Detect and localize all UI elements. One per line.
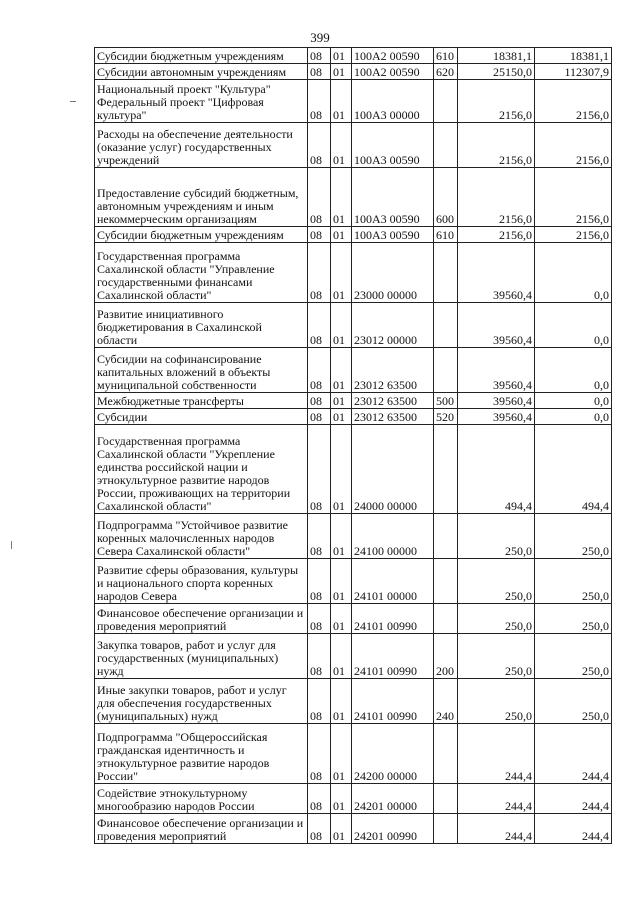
subsection-code: 01 [331, 724, 352, 784]
amount-year-1: 250,0 [458, 634, 535, 679]
row-name: Национальный проект "Культура" Федеральный проект "Цифровая культура" [95, 80, 308, 123]
row-name: Субсидии [95, 409, 308, 425]
target-article-code: 100А3 00590 [352, 123, 434, 168]
amount-year-1: 244,4 [458, 784, 535, 814]
subsection-code: 01 [331, 168, 352, 227]
table-row [95, 604, 612, 634]
target-article-code: 100А2 00590 [352, 64, 434, 80]
expense-type-code [434, 724, 458, 784]
amount-year-2: 250,0 [535, 514, 612, 559]
table-row [95, 243, 612, 303]
table-row [95, 559, 612, 604]
subsection-code: 01 [331, 679, 352, 724]
section-code: 08 [308, 679, 331, 724]
row-name: Иные закупки товаров, работ и услуг для обеспечения государственных (муниципальных) нужд [95, 679, 308, 724]
amount-year-1: 250,0 [458, 679, 535, 724]
row-name: Предоставление субсидий бюджетным, автономным учреждениям и иным некоммерческим организациям [95, 168, 308, 227]
amount-year-1: 25150,0 [458, 64, 535, 80]
row-name: Подпрограмма "Общероссийская гражданская идентичность и этнокультурное развитие народов России" [95, 724, 308, 784]
section-code: 08 [308, 168, 331, 227]
subsection-code: 01 [331, 514, 352, 559]
table-row [95, 227, 612, 243]
amount-year-2: 0,0 [535, 243, 612, 303]
amount-year-2: 0,0 [535, 409, 612, 425]
section-code: 08 [308, 80, 331, 123]
section-code: 08 [308, 409, 331, 425]
table-row [95, 393, 612, 409]
target-article-code: 24101 00000 [352, 559, 434, 604]
subsection-code: 01 [331, 348, 352, 393]
section-code: 08 [308, 559, 331, 604]
expense-type-code [434, 80, 458, 123]
table-row [95, 634, 612, 679]
scan-artifact [70, 101, 76, 102]
subsection-code: 01 [331, 784, 352, 814]
target-article-code: 23012 00000 [352, 303, 434, 348]
amount-year-1: 2156,0 [458, 80, 535, 123]
table-row [95, 64, 612, 80]
section-code: 08 [308, 48, 331, 64]
table-row [95, 784, 612, 814]
expense-type-code [434, 303, 458, 348]
row-name: Субсидии на софинансирование капитальных вложений в объекты муниципальной собственности [95, 348, 308, 393]
target-article-code: 24101 00990 [352, 634, 434, 679]
section-code: 08 [308, 514, 331, 559]
amount-year-2: 250,0 [535, 604, 612, 634]
table-row [95, 303, 612, 348]
amount-year-1: 39560,4 [458, 348, 535, 393]
section-code: 08 [308, 303, 331, 348]
amount-year-2: 0,0 [535, 303, 612, 348]
row-name: Субсидии бюджетным учреждениям [95, 227, 308, 243]
target-article-code: 24100 00000 [352, 514, 434, 559]
subsection-code: 01 [331, 393, 352, 409]
expense-type-code [434, 784, 458, 814]
section-code: 08 [308, 243, 331, 303]
amount-year-1: 2156,0 [458, 227, 535, 243]
table-row [95, 425, 612, 514]
amount-year-1: 250,0 [458, 559, 535, 604]
target-article-code: 100А3 00590 [352, 227, 434, 243]
table-row [95, 724, 612, 784]
row-name: Межбюджетные трансферты [95, 393, 308, 409]
amount-year-2: 250,0 [535, 634, 612, 679]
target-article-code: 23012 63500 [352, 409, 434, 425]
expense-type-code [434, 123, 458, 168]
amount-year-2: 250,0 [535, 559, 612, 604]
expense-type-code: 200 [434, 634, 458, 679]
amount-year-1: 39560,4 [458, 409, 535, 425]
expense-type-code: 520 [434, 409, 458, 425]
target-article-code: 100А3 00590 [352, 168, 434, 227]
amount-year-1: 494,4 [458, 425, 535, 514]
section-code: 08 [308, 784, 331, 814]
amount-year-1: 2156,0 [458, 168, 535, 227]
table-row [95, 123, 612, 168]
expense-type-code: 610 [434, 227, 458, 243]
amount-year-2: 244,4 [535, 724, 612, 784]
table-row [95, 814, 612, 844]
subsection-code: 01 [331, 634, 352, 679]
row-name: Развитие сферы образования, культуры и национального спорта коренных народов Севера [95, 559, 308, 604]
amount-year-1: 2156,0 [458, 123, 535, 168]
table-row [95, 80, 612, 123]
row-name: Финансовое обеспечение организации и проведения мероприятий [95, 814, 308, 844]
section-code: 08 [308, 814, 331, 844]
subsection-code: 01 [331, 303, 352, 348]
section-code: 08 [308, 348, 331, 393]
subsection-code: 01 [331, 814, 352, 844]
amount-year-2: 244,4 [535, 784, 612, 814]
target-article-code: 24101 00990 [352, 679, 434, 724]
subsection-code: 01 [331, 80, 352, 123]
target-article-code: 24201 00000 [352, 784, 434, 814]
expense-type-code: 600 [434, 168, 458, 227]
section-code: 08 [308, 634, 331, 679]
row-name: Закупка товаров, работ и услуг для государственных (муниципальных) нужд [95, 634, 308, 679]
amount-year-2: 494,4 [535, 425, 612, 514]
amount-year-1: 39560,4 [458, 243, 535, 303]
expense-type-code: 240 [434, 679, 458, 724]
amount-year-1: 244,4 [458, 814, 535, 844]
section-code: 08 [308, 724, 331, 784]
expense-type-code: 610 [434, 48, 458, 64]
row-name: Субсидии автономным учреждениям [95, 64, 308, 80]
table-row [95, 48, 612, 64]
amount-year-1: 244,4 [458, 724, 535, 784]
subsection-code: 01 [331, 48, 352, 64]
target-article-code: 23012 63500 [352, 393, 434, 409]
row-name: Подпрограмма "Устойчивое развитие коренных малочисленных народов Севера Сахалинской области" [95, 514, 308, 559]
section-code: 08 [308, 393, 331, 409]
section-code: 08 [308, 604, 331, 634]
section-code: 08 [308, 123, 331, 168]
subsection-code: 01 [331, 64, 352, 80]
target-article-code: 23000 00000 [352, 243, 434, 303]
scan-artifact [11, 541, 12, 549]
amount-year-1: 39560,4 [458, 303, 535, 348]
subsection-code: 01 [331, 409, 352, 425]
amount-year-2: 2156,0 [535, 168, 612, 227]
amount-year-1: 18381,1 [458, 48, 535, 64]
subsection-code: 01 [331, 227, 352, 243]
target-article-code: 100А3 00000 [352, 80, 434, 123]
expense-type-code [434, 425, 458, 514]
section-code: 08 [308, 425, 331, 514]
target-article-code: 100А2 00590 [352, 48, 434, 64]
expense-type-code [434, 243, 458, 303]
table-row [95, 348, 612, 393]
target-article-code: 24201 00990 [352, 814, 434, 844]
expense-type-code: 620 [434, 64, 458, 80]
table-row [95, 514, 612, 559]
target-article-code: 23012 63500 [352, 348, 434, 393]
subsection-code: 01 [331, 243, 352, 303]
budget-table [94, 47, 612, 844]
amount-year-2: 2156,0 [535, 80, 612, 123]
subsection-code: 01 [331, 123, 352, 168]
amount-year-2: 2156,0 [535, 227, 612, 243]
table-row [95, 409, 612, 425]
amount-year-2: 2156,0 [535, 123, 612, 168]
amount-year-1: 250,0 [458, 604, 535, 634]
expense-type-code [434, 814, 458, 844]
row-name: Развитие инициативного бюджетирования в Сахалинской области [95, 303, 308, 348]
amount-year-1: 39560,4 [458, 393, 535, 409]
expense-type-code [434, 559, 458, 604]
section-code: 08 [308, 227, 331, 243]
subsection-code: 01 [331, 604, 352, 634]
expense-type-code [434, 604, 458, 634]
subsection-code: 01 [331, 559, 352, 604]
subsection-code: 01 [331, 425, 352, 514]
row-name: Расходы на обеспечение деятельности (оказание услуг) государственных учреждений [95, 123, 308, 168]
amount-year-2: 244,4 [535, 814, 612, 844]
row-name: Государственная программа Сахалинской области "Укрепление единства российской нации и этнокультурное развитие народов России, проживающих на территории Сахалинской области" [95, 425, 308, 514]
amount-year-2: 112307,9 [535, 64, 612, 80]
page-number: 399 [310, 30, 330, 45]
target-article-code: 24101 00990 [352, 604, 434, 634]
section-code: 08 [308, 64, 331, 80]
amount-year-1: 250,0 [458, 514, 535, 559]
amount-year-2: 250,0 [535, 679, 612, 724]
table-row [95, 168, 612, 227]
target-article-code: 24200 00000 [352, 724, 434, 784]
expense-type-code: 500 [434, 393, 458, 409]
target-article-code: 24000 00000 [352, 425, 434, 514]
row-name: Финансовое обеспечение организации и проведения мероприятий [95, 604, 308, 634]
table-row [95, 679, 612, 724]
row-name: Субсидии бюджетным учреждениям [95, 48, 308, 64]
expense-type-code [434, 514, 458, 559]
amount-year-2: 18381,1 [535, 48, 612, 64]
row-name: Содействие этнокультурному многообразию народов России [95, 784, 308, 814]
row-name: Государственная программа Сахалинской области "Управление государственными финансами Сахалинской области" [95, 243, 308, 303]
expense-type-code [434, 348, 458, 393]
amount-year-2: 0,0 [535, 348, 612, 393]
amount-year-2: 0,0 [535, 393, 612, 409]
